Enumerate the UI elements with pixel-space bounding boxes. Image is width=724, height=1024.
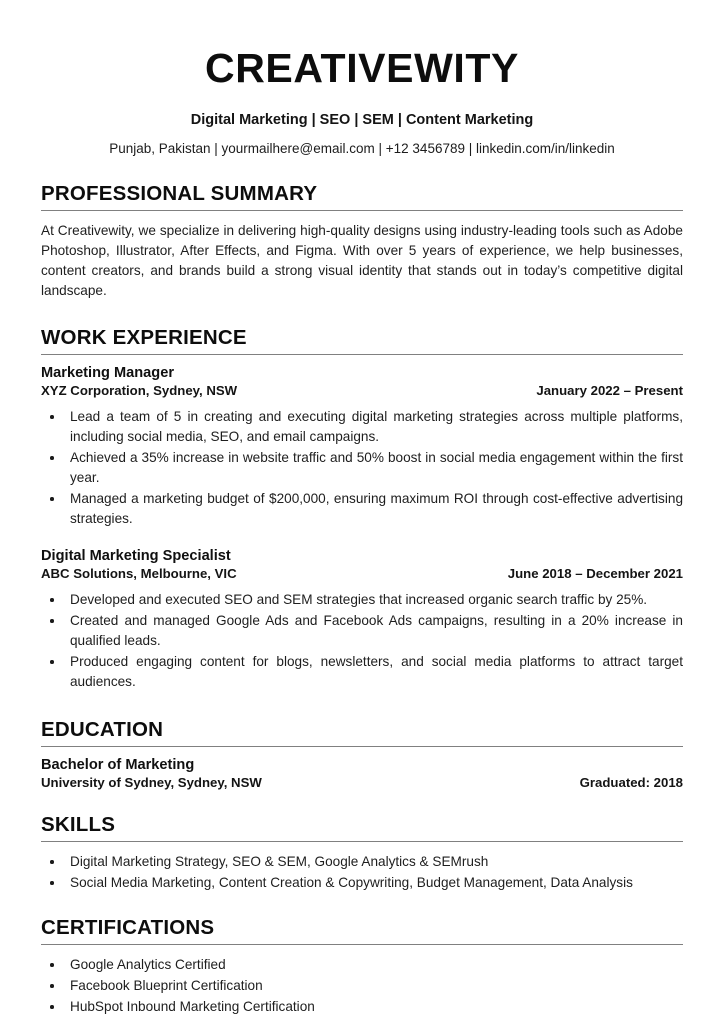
job-organization: ABC Solutions, Melbourne, VIC xyxy=(41,566,237,582)
list-item: Developed and executed SEO and SEM strategies that increased organic search traffic by 25%. xyxy=(41,590,683,610)
section-title-skills: SKILLS xyxy=(41,813,116,837)
section-divider xyxy=(41,210,683,211)
section-professional-summary xyxy=(41,182,683,300)
work-entry xyxy=(41,365,683,529)
institution-name: University of Sydney, Sydney, NSW xyxy=(41,775,262,791)
job-organization: XYZ Corporation, Sydney, NSW xyxy=(41,383,238,399)
list-item: Digital Marketing Strategy, SEO & SEM, Google Analytics & SEMrush xyxy=(41,852,683,872)
job-title: Digital Marketing Specialist xyxy=(41,548,231,565)
section-title-professional-summary: PROFESSIONAL SUMMARY xyxy=(41,182,318,206)
list-item: Created and managed Google Ads and Facebook Ads campaigns, resulting in a 20% increase in qualified leads. xyxy=(41,611,683,651)
section-divider xyxy=(41,841,683,842)
list-item: Facebook Blueprint Certification xyxy=(41,976,683,996)
candidate-name: CREATIVEWITY xyxy=(205,45,519,91)
job-title: Marketing Manager xyxy=(41,365,174,382)
job-meta xyxy=(41,383,683,398)
list-item: HubSpot Inbound Marketing Certification xyxy=(41,997,683,1017)
skills-list xyxy=(41,852,683,893)
list-item: Google Analytics Certified xyxy=(41,955,683,975)
degree-title: Bachelor of Marketing xyxy=(41,757,195,774)
list-item: Lead a team of 5 in creating and executing digital marketing strategies across multiple platforms, including social media, SEO, and email campaigns. xyxy=(41,407,683,447)
section-title-education: EDUCATION xyxy=(41,718,164,742)
list-item: Social Media Marketing, Content Creation & Copywriting, Budget Management, Data Analysis xyxy=(41,873,683,893)
work-entry xyxy=(41,548,683,692)
section-divider xyxy=(41,746,683,747)
section-skills xyxy=(41,813,683,893)
education-meta xyxy=(41,775,683,790)
job-date-range: January 2022 – Present xyxy=(536,383,683,399)
certifications-list xyxy=(41,955,683,1017)
contact-line: Punjab, Pakistan | yourmailhere@email.com | +12 3456789 | linkedin.com/in/linkedin xyxy=(109,141,615,157)
section-work-experience xyxy=(41,326,683,692)
job-meta xyxy=(41,566,683,581)
list-item: Achieved a 35% increase in website traffic and 50% boost in social media engagement within the first year. xyxy=(41,448,683,488)
section-title-work-experience: WORK EXPERIENCE xyxy=(41,326,247,350)
job-bullet-list xyxy=(41,407,683,529)
job-bullet-list xyxy=(41,590,683,692)
section-certifications xyxy=(41,916,683,1017)
professional-summary-text: At Creativewity, we specialize in delivering high-quality designs using industry-leading tools such as Adobe Photoshop, Illustrator, After Effects, and Figma. With over 5 years of experience, we help businesses, content creators, and brands build a strong visual identity that stands out in today’s competitive digital landscape. xyxy=(41,223,683,298)
section-divider xyxy=(41,354,683,355)
section-title-certifications: CERTIFICATIONS xyxy=(41,916,215,940)
graduation-date: Graduated: 2018 xyxy=(579,775,683,791)
candidate-headline: Digital Marketing | SEO | SEM | Content Marketing xyxy=(190,112,534,129)
section-education xyxy=(41,718,683,790)
job-date-range: June 2018 – December 2021 xyxy=(507,566,683,582)
section-divider xyxy=(41,944,683,945)
resume-header xyxy=(41,47,683,156)
education-entry xyxy=(41,757,683,790)
list-item: Managed a marketing budget of $200,000, ensuring maximum ROI through cost-effective advertising strategies. xyxy=(41,489,683,529)
list-item: Produced engaging content for blogs, newsletters, and social media platforms to attract target audiences. xyxy=(41,652,683,692)
